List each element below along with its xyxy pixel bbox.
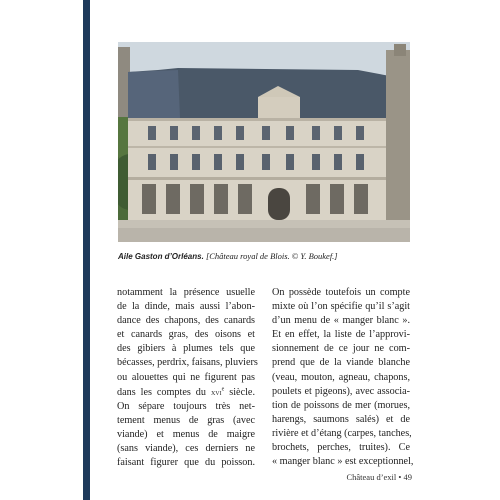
text-line-century: dans les comptes du xvi$^e$ siècle. (117, 386, 255, 398)
text-line: dance des chapons, des canards (117, 315, 255, 327)
text-line: Et en effet, la liste de l’approvi- (272, 329, 410, 341)
text-line: On sépare toujours très net- (117, 400, 255, 412)
text-line: tement menus de gras (avec (117, 414, 255, 426)
text-line: et canards gras, des oisons et (117, 329, 255, 341)
text-line: des gibiers à plumes tels que (117, 343, 255, 355)
photo-caption (118, 251, 418, 262)
caption-credit: [Château royal de Blois. © Y. Boukef.] (205, 251, 338, 261)
central-doorway (268, 188, 290, 220)
right-text-column (272, 286, 414, 469)
text-line: (sans viande), ces derniers ne (117, 443, 255, 455)
text-line: « manger blanc » est exceptionnel, (272, 456, 414, 468)
right-tower (386, 50, 410, 235)
page-footer: Château d’exil • 49 (346, 472, 412, 482)
text-line: faisant figurer que du poisson. (117, 457, 255, 469)
chateau-illustration (118, 42, 410, 242)
chateau-photo (118, 42, 410, 242)
text-line: mixte où l’on spécifie qu’il s’agit (272, 301, 410, 313)
text-line: sionnement de ce jour ne com- (272, 343, 410, 355)
text-line: poulets et pigeons), avec associa- (272, 385, 410, 397)
text-line: de la dinde, mais aussi l’abon- (117, 301, 255, 313)
text-line: (veau, mouton, agneau, chapons, (272, 371, 410, 383)
text-line: notamment la présence usuelle (117, 287, 255, 298)
text-line: viande) et menus de maigre (117, 428, 255, 440)
page-spine-bar (83, 0, 90, 500)
text-line: d’un menu de « manger blanc ». (272, 315, 410, 327)
century-suffix: e (221, 386, 225, 393)
left-text-column (117, 286, 258, 470)
text-line: On possède toutefois un compte (272, 287, 410, 298)
century-numeral: xvi (210, 386, 222, 397)
text-line: rivière et d’étang (carpes, tanches, (272, 427, 412, 439)
text-line: harengs, saumons salés) et de (272, 413, 410, 425)
text-line: tion de poissons de mer (morues, (272, 399, 410, 411)
text-line: prend que de la viande blanche (272, 357, 410, 369)
text-line: ou alouettes qui ne figurent pas (117, 371, 255, 383)
text-line: brochets, perches, truites). Ce (272, 442, 410, 454)
caption-title: Aile Gaston d’Orléans. (118, 252, 204, 261)
text-line: bécasses, perdrix, faisans, pluviers (117, 357, 258, 369)
